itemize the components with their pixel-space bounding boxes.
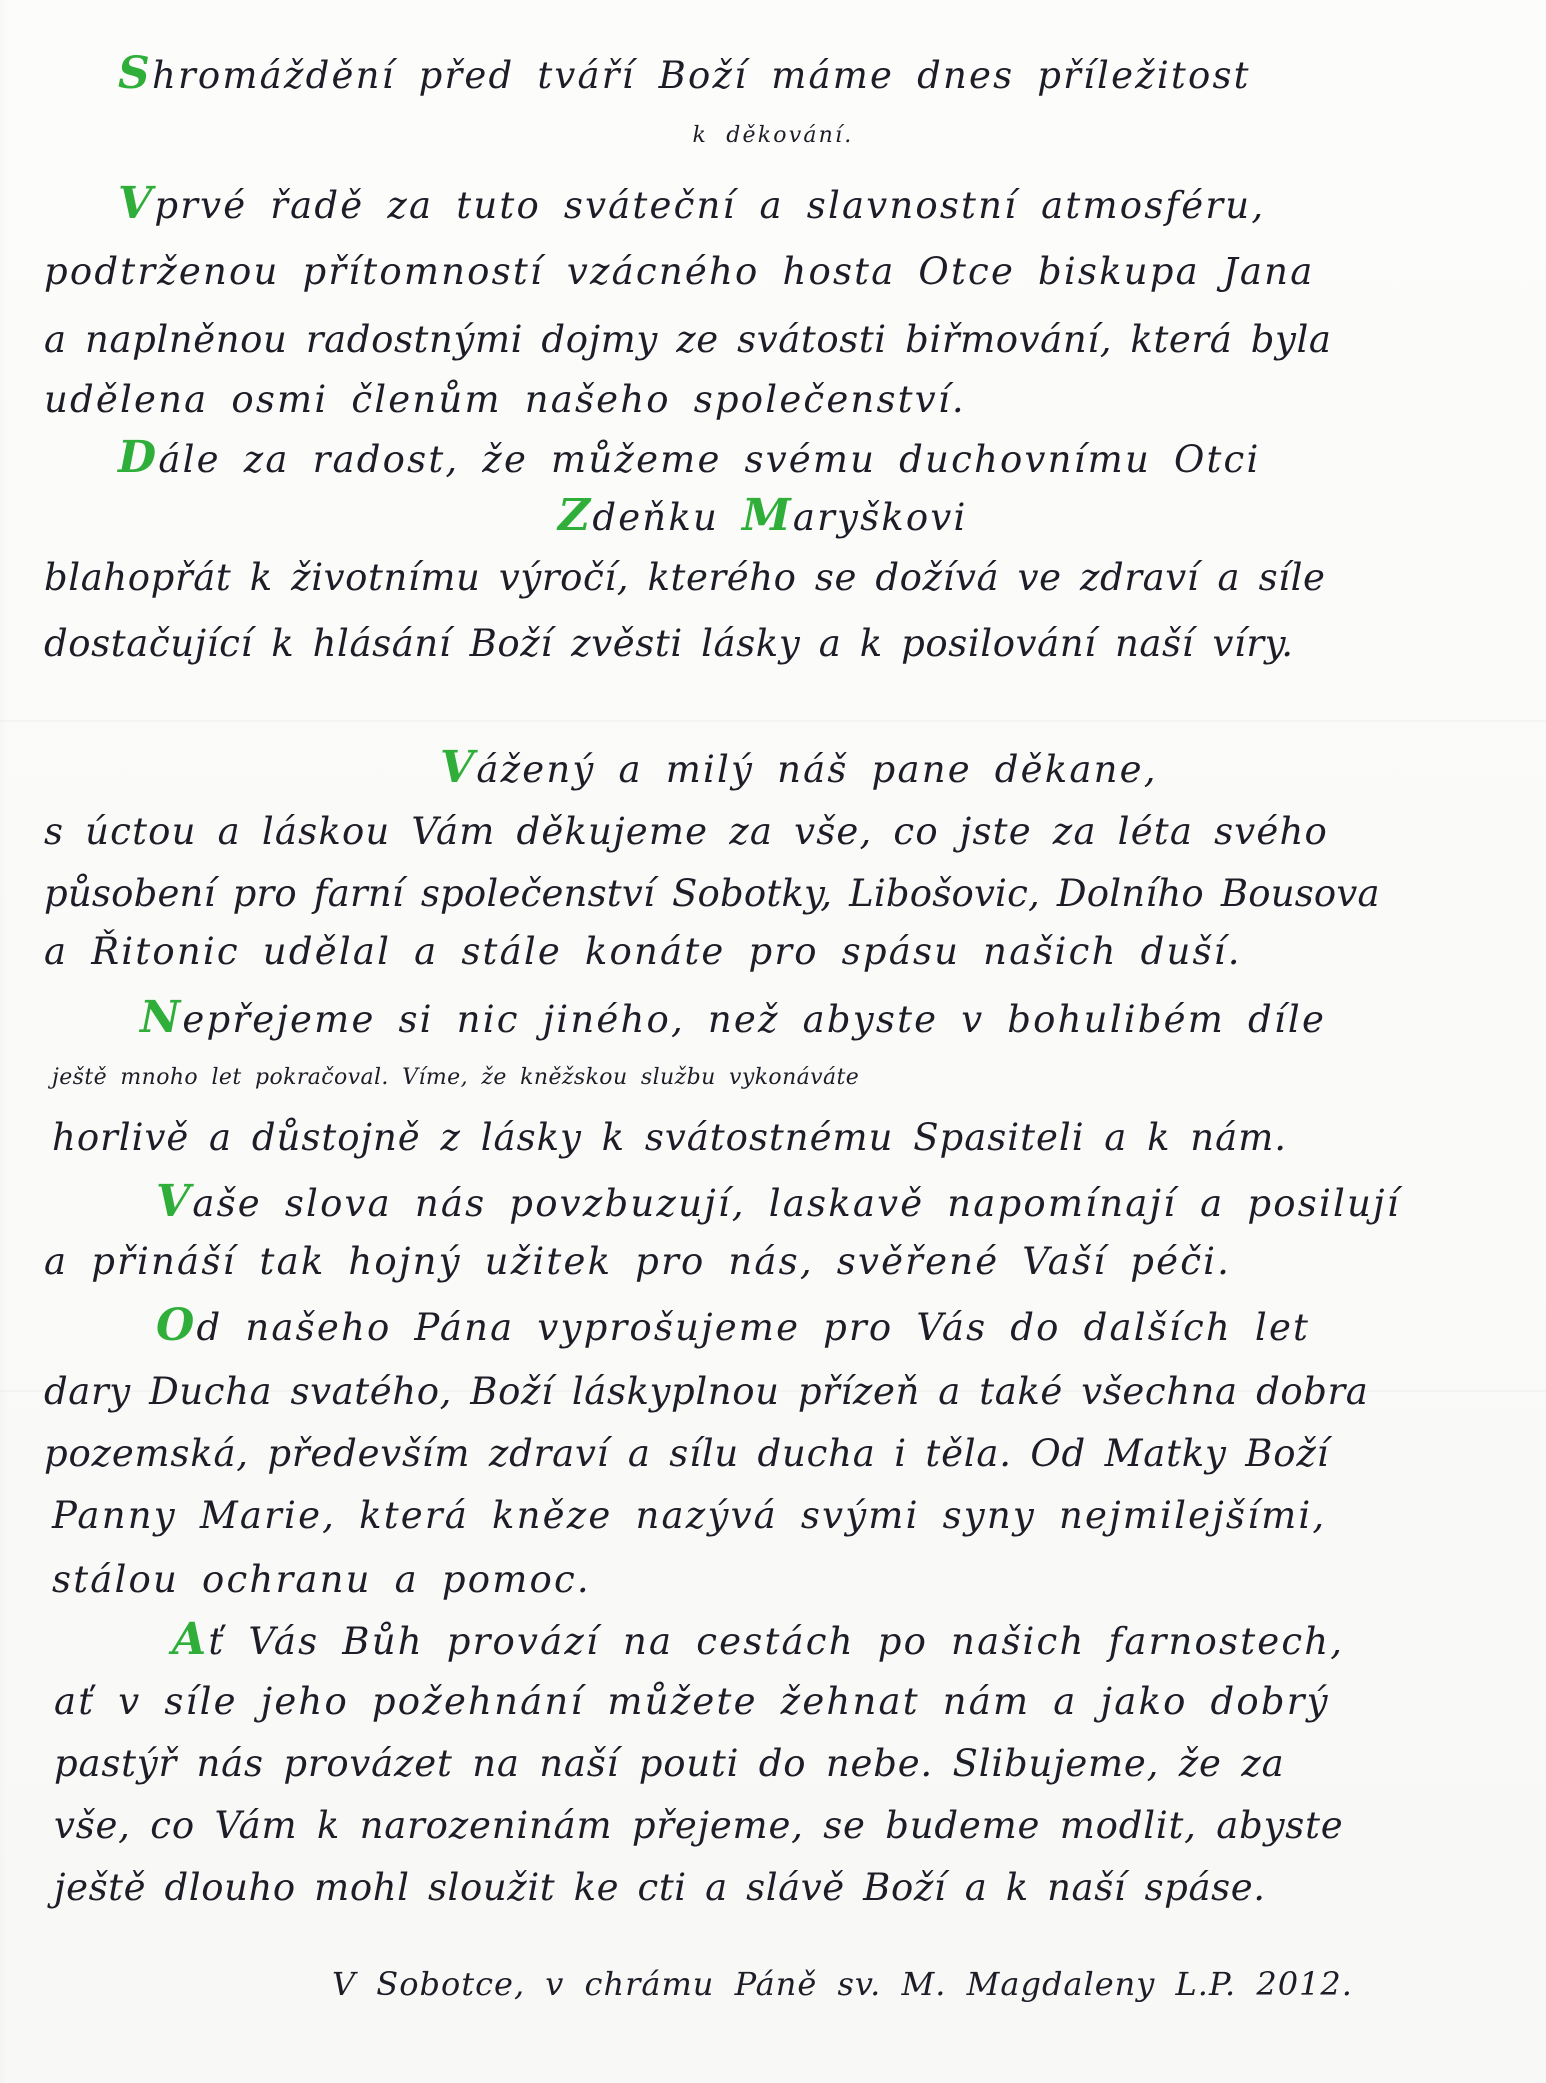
letter-line — [44, 872, 1524, 916]
line-text: hromáždění před tváří Boží máme dnes příležitost — [151, 54, 1251, 97]
letter-line — [156, 1300, 1456, 1351]
letter-line — [44, 556, 1524, 600]
letter-line — [118, 48, 1318, 99]
paper-fold — [0, 720, 1546, 722]
letter-line — [44, 622, 1524, 666]
line-text: k děkování. — [692, 123, 854, 148]
letter-line — [52, 1116, 1512, 1160]
line-text: epřejeme si nic jiného, než abyste v bohulibém díle — [182, 998, 1327, 1041]
initial-letter: Z — [558, 490, 593, 541]
line-text: ť Vás Bůh provází na cestách po našich farnostech, — [208, 1620, 1345, 1663]
initial-letter: O — [156, 1300, 197, 1351]
letter-line — [172, 1614, 1512, 1665]
letter-line — [118, 178, 1478, 229]
letter-line — [440, 742, 1340, 793]
line-text: dostačující k hlásání Boží zvěsti lásky a k posilování naší víry. — [44, 622, 1294, 665]
letter-line — [54, 1742, 1514, 1786]
line-text: působení pro farní společenství Sobotky, Libošovic, Dolního Bousova — [44, 872, 1380, 915]
letter-line — [44, 1370, 1524, 1414]
line-text: d našeho Pána vyprošujeme pro Vás do dalších let — [196, 1306, 1311, 1349]
letter-line — [52, 1558, 952, 1602]
letter-line — [44, 378, 1244, 422]
line-text: ještě dlouho mohl sloužit ke cti a slávě Boží a k naší spáse. — [54, 1866, 1266, 1909]
initial-letter: N — [140, 992, 183, 1043]
letter-line — [52, 1056, 1532, 1100]
line-text: udělena osmi členům našeho společenství. — [44, 378, 966, 421]
letter-line — [54, 1866, 1494, 1910]
letter-line — [44, 810, 1484, 854]
line-text: aryškovi — [792, 496, 968, 539]
line-text: horlivě a důstojně z lásky k svátostnému Spasiteli a k nám. — [52, 1116, 1288, 1159]
initial-letter: V — [118, 178, 155, 229]
line-text: ať v síle jeho požehnání můžete žehnat nám a jako dobrý — [54, 1680, 1330, 1723]
line-text: ážený a milý náš pane děkane, — [476, 748, 1158, 791]
line-text: a Řitonic udělal a stále konáte pro spásu našich duší. — [44, 930, 1242, 973]
closing-line — [332, 1962, 1432, 2006]
initial-letter: S — [118, 48, 152, 99]
initial-letter: V — [440, 742, 477, 793]
line-text: deňku — [592, 496, 719, 539]
letter-line — [52, 1494, 1492, 1538]
initial-letter: A — [172, 1614, 209, 1665]
letter-line — [140, 992, 1500, 1043]
line-text: podtrženou přítomností vzácného hosta Otce biskupa Jana — [44, 250, 1315, 293]
letter-line — [44, 318, 1524, 362]
letter-line — [156, 1176, 1516, 1227]
letter-line — [118, 432, 1418, 483]
letter-line — [558, 490, 1158, 541]
line-text: a naplněnou radostnými dojmy ze svátosti biřmování, která byla — [44, 318, 1332, 361]
letter-line — [44, 250, 1484, 294]
line-text: pastýř nás provázet na naší pouti do nebe. Slibujeme, že za — [54, 1742, 1285, 1785]
closing-text: V Sobotce, v chrámu Páně sv. M. Magdaleny L.P. 2012. — [332, 1965, 1353, 2003]
initial-letter: M — [741, 490, 793, 541]
line-text: a přináší tak hojný užitek pro nás, svěřené Vaší péči. — [44, 1240, 1232, 1283]
line-text: pozemská, především zdraví a sílu ducha i těla. Od Matky Boží — [44, 1432, 1330, 1475]
line-text: ještě mnoho let pokračoval. Víme, že kněžskou službu vykonáváte — [52, 1065, 860, 1090]
line-text: blahopřát k životnímu výročí, kterého se dožívá ve zdraví a síle — [44, 556, 1326, 599]
letter-line — [54, 1680, 1494, 1724]
line-text: s úctou a láskou Vám děkujeme za vše, co jste za léta svého — [44, 810, 1328, 853]
letter-line — [44, 1240, 1504, 1284]
letter-line — [0, 114, 1546, 158]
line-text: aše slova nás povzbuzují, laskavě napomínají a posilují — [192, 1182, 1401, 1225]
line-text: Panny Marie, která kněze nazývá svými syny nejmilejšími, — [52, 1494, 1327, 1537]
letter-line — [54, 1804, 1514, 1848]
line-text: ále za radost, že můžeme svému duchovnímu Otci — [158, 438, 1261, 481]
letter-line — [44, 1432, 1524, 1476]
line-text: vše, co Vám k narozeninám přejeme, se budeme modlit, abyste — [54, 1804, 1344, 1847]
letter-line — [44, 930, 1484, 974]
initial-letter: D — [118, 432, 159, 483]
initial-letter: V — [156, 1176, 193, 1227]
line-text: dary Ducha svatého, Boží láskyplnou přízeň a také všechna dobra — [44, 1370, 1369, 1413]
line-text: prvé řadě za tuto sváteční a slavnostní atmosféru, — [154, 184, 1266, 227]
line-text: stálou ochranu a pomoc. — [52, 1558, 591, 1601]
